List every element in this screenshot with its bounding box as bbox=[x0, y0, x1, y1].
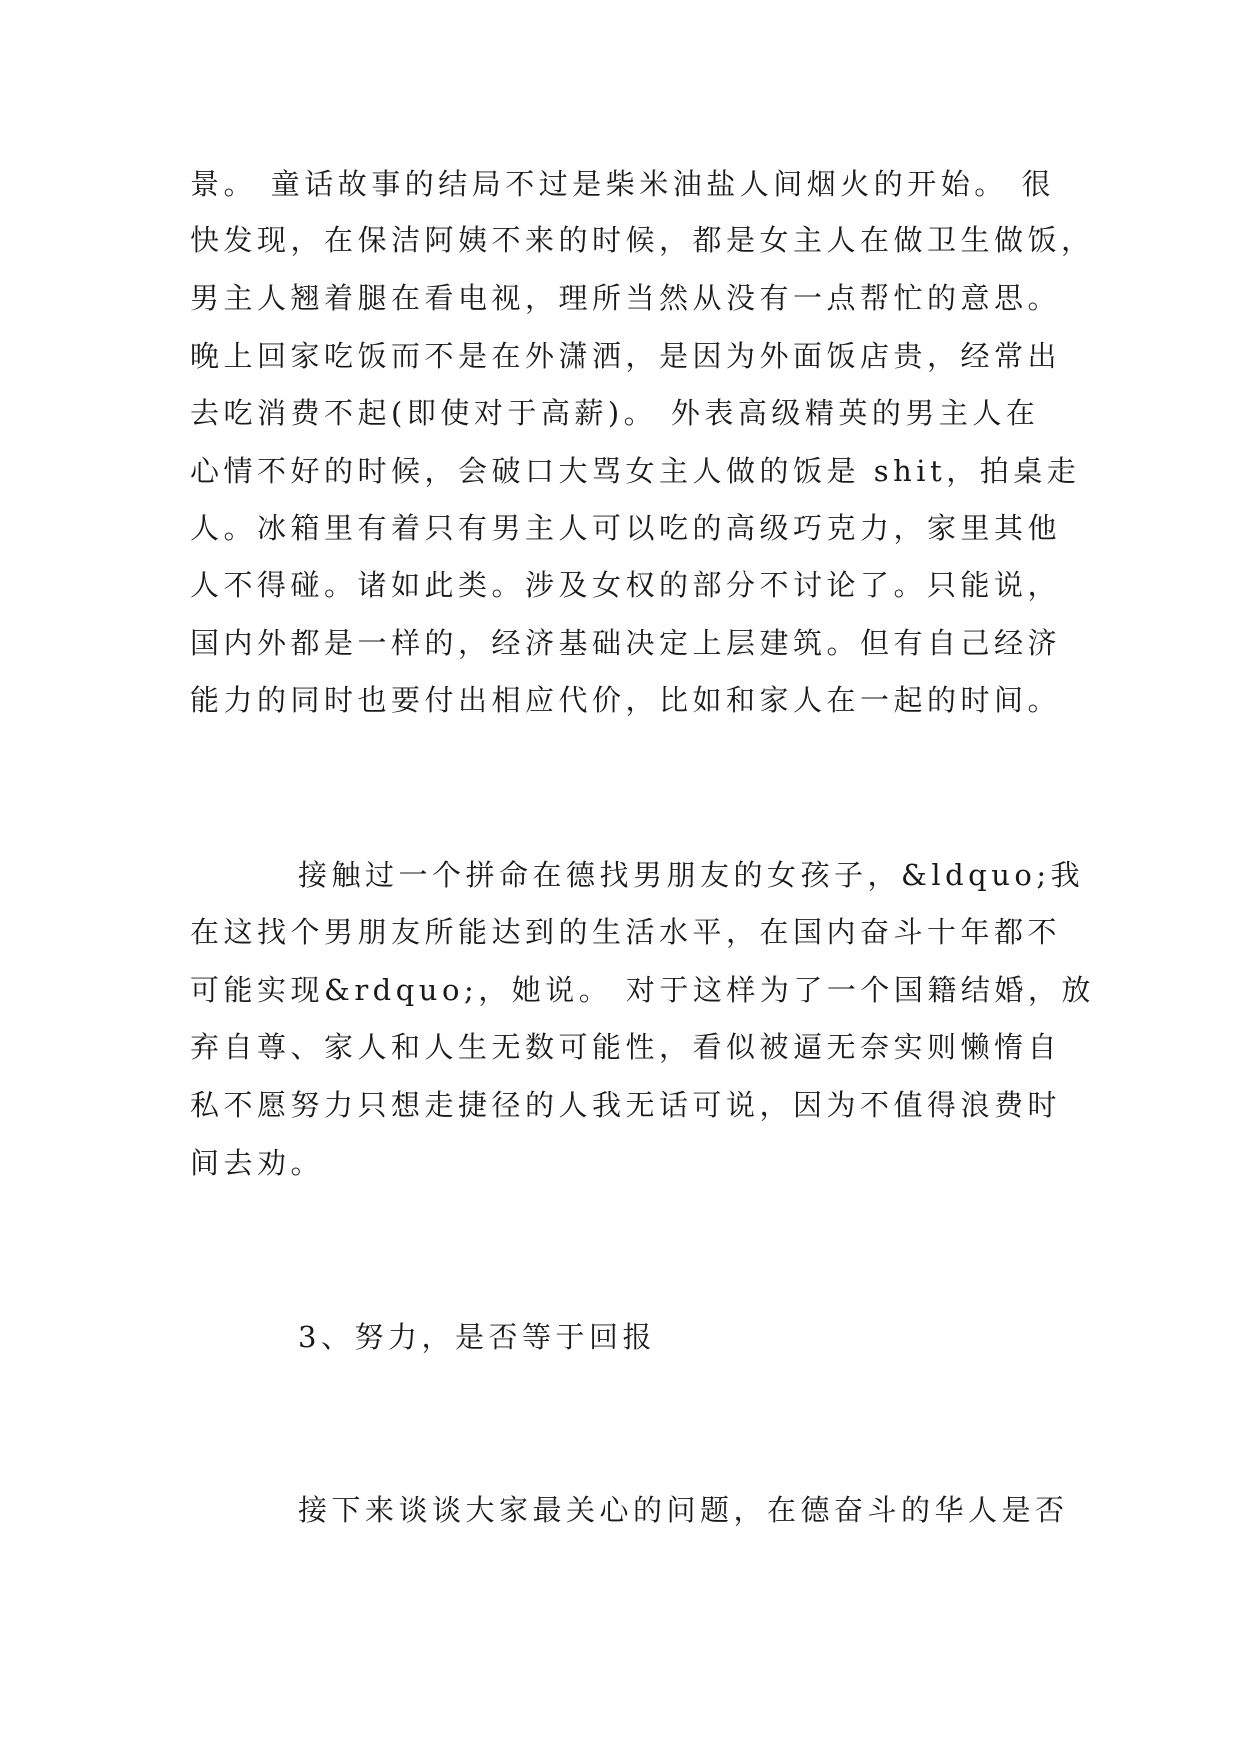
section-heading: 3、努力，是否等于回报 bbox=[298, 1320, 656, 1354]
text-line: 接下来谈谈大家最关心的问题，在德奋斗的华人是否 bbox=[298, 1493, 1069, 1527]
text-line: 心情不好的时候，会破口大骂女主人做的饭是 shit，拍桌走 bbox=[190, 454, 1081, 488]
text-line: 男主人翘着腿在看电视，理所当然从没有一点帮忙的意思。 bbox=[190, 281, 1062, 315]
text-line: 晚上回家吃饭而不是在外潇洒，是因为外面饭店贵，经常出 bbox=[190, 339, 1062, 373]
text-line: 景。 童话故事的结局不过是柴米油盐人间烟火的开始。 很 bbox=[190, 167, 1055, 201]
text-line: 可能实现&rdquo;，她说。 对于这样为了一个国籍结婚，放 bbox=[190, 973, 1095, 1007]
text-line: 国内外都是一样的，经济基础决定上层建筑。但有自己经济 bbox=[190, 626, 1062, 660]
text-line: 间去劝。 bbox=[190, 1146, 325, 1180]
text-line: 在这找个男朋友所能达到的生活水平，在国内奋斗十年都不 bbox=[190, 915, 1062, 949]
text-line: 能力的同时也要付出相应代价，比如和家人在一起的时间。 bbox=[190, 683, 1062, 717]
text-line: 私不愿努力只想走捷径的人我无话可说，因为不值得浪费时 bbox=[190, 1088, 1062, 1122]
text-line: 人不得碰。诸如此类。涉及女权的部分不讨论了。只能说， bbox=[190, 568, 1062, 602]
text-line: 人。冰箱里有着只有男主人可以吃的高级巧克力，家里其他 bbox=[190, 511, 1062, 545]
text-line: 快发现，在保洁阿姨不来的时候，都是女主人在做卫生做饭， bbox=[190, 223, 1095, 257]
text-line: 去吃消费不起(即使对于高薪)。 外表高级精英的男主人在 bbox=[190, 396, 1040, 430]
text-line: 接触过一个拼命在德找男朋友的女孩子，&ldquo;我 bbox=[298, 858, 1085, 892]
text-line: 弃自尊、家人和人生无数可能性，看似被逼无奈实则懒惰自 bbox=[190, 1030, 1062, 1064]
